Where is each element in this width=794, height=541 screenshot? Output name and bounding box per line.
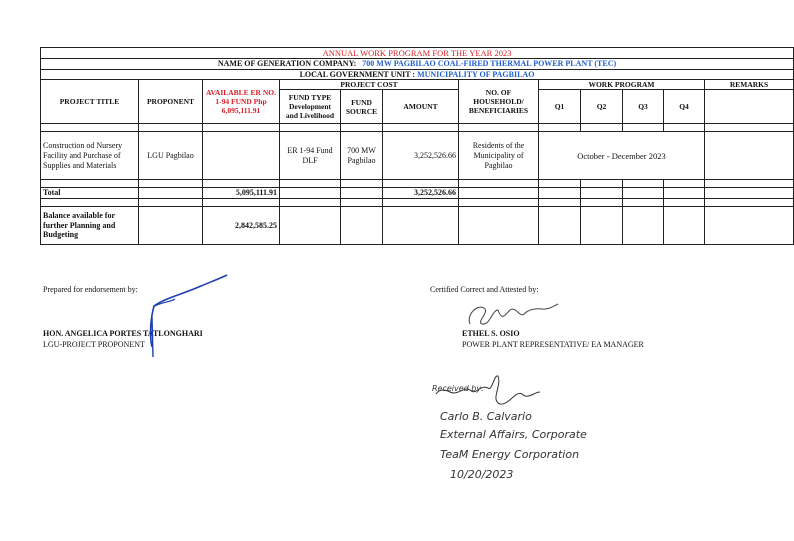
certified-title: POWER PLANT REPRESENTATIVE/ EA MANAGER [462, 340, 644, 349]
prepared-label: Prepared for endorsement by: [43, 285, 138, 294]
program-title: ANNUAL WORK PROGRAM FOR THE YEAR 2023 [41, 48, 794, 59]
schedule-cell: October - December 2023 [539, 132, 705, 180]
col-q2: Q2 [581, 90, 623, 124]
col-project-cost: PROJECT COST [280, 80, 459, 90]
col-proponent: PROPONENT [139, 80, 203, 124]
prepared-title: LGU-PROJECT PROPONENT [43, 340, 145, 349]
balance-row [41, 206, 794, 244]
total-available: 5,095,111.91 [203, 188, 280, 199]
table-row [41, 132, 794, 180]
gen-company-label: NAME OF GENERATION COMPANY: [217, 59, 357, 69]
proponent-cell: LGU Pagbilao [139, 132, 203, 180]
balance-label: Balance available for further Planning and Budgeting [41, 206, 139, 244]
col-q4: Q4 [664, 90, 705, 124]
balance-value: 2,842,585.25 [203, 206, 280, 244]
col-remarks: REMARKS [705, 80, 794, 90]
total-row [41, 188, 794, 199]
work-program-table [40, 47, 794, 245]
certified-name: ETHEL S. OSIO [462, 329, 520, 338]
received-note: Received by: [432, 384, 484, 393]
col-project-title: PROJECT TITLE [41, 80, 139, 124]
total-label: Total [41, 188, 139, 199]
total-amount: 3,252,526.66 [383, 188, 459, 199]
lgu-label: LOCAL GOVERNMENT UNIT : [299, 69, 416, 79]
received-line2: External Affairs, Corporate [440, 428, 587, 441]
col-available-er: AVAILABLE ER NO. 1-94 FUND Php 6,095,111.91 [203, 80, 280, 124]
certified-label: Certified Correct and Attested by: [430, 285, 539, 294]
col-fund-type: FUND TYPE Development and Livelihood [280, 90, 341, 124]
col-q3: Q3 [623, 90, 664, 124]
col-household: NO. OF HOUSEHOLD/ BENEFICIARIES [459, 80, 539, 124]
generation-company-row [41, 59, 794, 70]
col-q1: Q1 [539, 90, 581, 124]
lgu-row [41, 69, 794, 80]
project-title-cell: Construction od Nursery Facility and Purchase of Supplies and Materials [41, 132, 139, 180]
prepared-name: HON. ANGELICA PORTES TATLONGHARI [43, 329, 203, 338]
col-amount: AMOUNT [383, 90, 459, 124]
remarks-blank [705, 90, 794, 124]
fund-source-cell: 700 MW Pagbilao [341, 132, 383, 180]
col-fund-source: FUND SOURCE [341, 90, 383, 124]
signature-proponent-icon [145, 272, 235, 362]
amount-cell: 3,252,526.66 [383, 132, 459, 180]
signature-ea-manager-icon [462, 296, 562, 330]
received-line3: TeaM Energy Corporation [440, 448, 580, 461]
beneficiaries-cell: Residents of the Municipality of Pagbilao [459, 132, 539, 180]
received-name: Carlo B. Calvario [440, 410, 532, 423]
col-work-program: WORK PROGRAM [539, 80, 705, 90]
lgu-value: MUNICIPALITY OF PAGBILAO [417, 69, 535, 79]
received-date: 10/20/2023 [450, 468, 514, 481]
gen-company-value: 700 MW PAGBILAO COAL-FIRED THERMAL POWER PLANT (TEC) [362, 59, 617, 69]
fund-type-cell: ER 1-94 Fund DLF [280, 132, 341, 180]
